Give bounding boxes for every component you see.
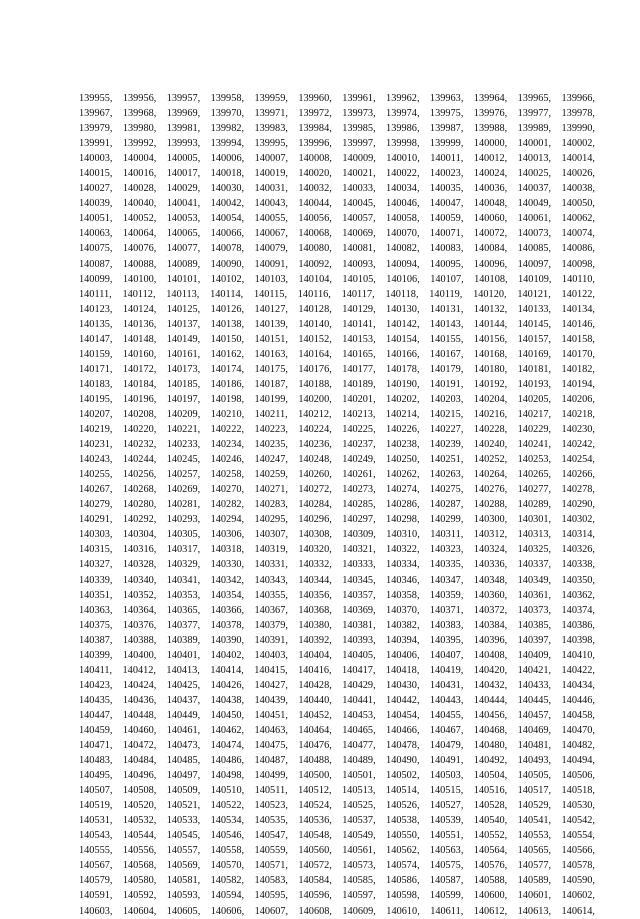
text-line: 140507, 140508, 140509, 140510, 140511, 140512, 140513, 140514, 140515, 140516, 140517, 140518, <box>79 785 595 797</box>
text-line: 140555, 140556, 140557, 140558, 140559, 140560, 140561, 140562, 140563, 140564, 140565, 140566, <box>79 845 595 857</box>
text-line: 140087, 140088, 140089, 140090, 140091, 140092, 140093, 140094, 140095, 140096, 140097, 140098, <box>79 258 595 270</box>
text-line: 140303, 140304, 140305, 140306, 140307, 140308, 140309, 140310, 140311, 140312, 140313, 140314, <box>79 529 595 541</box>
text-line: 140435, 140436, 140437, 140438, 140439, 140440, 140441, 140442, 140443, 140444, 140445, 140446, <box>79 694 595 706</box>
text-line: 140327, 140328, 140329, 140330, 140331, 140332, 140333, 140334, 140335, 140336, 140337, 140338, <box>79 559 595 571</box>
text-line: 140171, 140172, 140173, 140174, 140175, 140176, 140177, 140178, 140179, 140180, 140181, 140182, <box>79 363 595 375</box>
text-line: 140459, 140460, 140461, 140462, 140463, 140464, 140465, 140466, 140467, 140468, 140469, 140470, <box>79 724 595 736</box>
text-line: 139979, 139980, 139981, 139982, 139983, 139984, 139985, 139986, 139987, 139988, 139989, 139990, <box>79 123 595 135</box>
text-line: 139955, 139956, 139957, 139958, 139959, 139960, 139961, 139962, 139963, 139964, 139965, 139966, <box>79 93 595 104</box>
text-line: 140183, 140184, 140185, 140186, 140187, 140188, 140189, 140190, 140191, 140192, 140193, 140194, <box>79 378 595 390</box>
text-line: 140231, 140232, 140233, 140234, 140235, 140236, 140237, 140238, 140239, 140240, 140241, 140242, <box>79 439 595 451</box>
text-line: 140267, 140268, 140269, 140270, 140271, 140272, 140273, 140274, 140275, 140276, 140277, 140278, <box>79 484 595 496</box>
text-line: 140423, 140424, 140425, 140426, 140427, 140428, 140429, 140430, 140431, 140432, 140433, 140434, <box>79 679 595 691</box>
text-line: 140579, 140580, 140581, 140582, 140583, 140584, 140585, 140586, 140587, 140588, 140589, 140590, <box>79 875 595 887</box>
text-line: 140159, 140160, 140161, 140162, 140163, 140164, 140165, 140166, 140167, 140168, 140169, 140170, <box>79 348 595 360</box>
text-line: 140195, 140196, 140197, 140198, 140199, 140200, 140201, 140202, 140203, 140204, 140205, 140206, <box>79 393 595 405</box>
text-line: 140399, 140400, 140401, 140402, 140403, 140404, 140405, 140406, 140407, 140408, 140409, 140410, <box>79 649 595 661</box>
text-line: 140075, 140076, 140077, 140078, 140079, 140080, 140081, 140082, 140083, 140084, 140085, 140086, <box>79 243 595 255</box>
text-line: 140375, 140376, 140377, 140378, 140379, 140380, 140381, 140382, 140383, 140384, 140385, 140386, <box>79 619 595 631</box>
text-line: 140135, 140136, 140137, 140138, 140139, 140140, 140141, 140142, 140143, 140144, 140145, 140146, <box>79 318 595 330</box>
text-line: 140015, 140016, 140017, 140018, 140019, 140020, 140021, 140022, 140023, 140024, 140025, 140026, <box>79 168 595 180</box>
text-line: 140483, 140484, 140485, 140486, 140487, 140488, 140489, 140490, 140491, 140492, 140493, 140494, <box>79 755 595 767</box>
text-line: 140147, 140148, 140149, 140150, 140151, 140152, 140153, 140154, 140155, 140156, 140157, 140158, <box>79 333 595 345</box>
text-line: 140351, 140352, 140353, 140354, 140355, 140356, 140357, 140358, 140359, 140360, 140361, 140362, <box>79 589 595 601</box>
text-line: 140567, 140568, 140569, 140570, 140571, 140572, 140573, 140574, 140575, 140576, 140577, 140578, <box>79 860 595 872</box>
text-line: 140063, 140064, 140065, 140066, 140067, 140068, 140069, 140070, 140071, 140072, 140073, 140074, <box>79 228 595 240</box>
text-line: 140315, 140316, 140317, 140318, 140319, 140320, 140321, 140322, 140323, 140324, 140325, 140326, <box>79 544 595 556</box>
text-line: 140243, 140244, 140245, 140246, 140247, 140248, 140249, 140250, 140251, 140252, 140253, 140254, <box>79 454 595 466</box>
text-line: 139991, 139992, 139993, 139994, 139995, 139996, 139997, 139998, 139999, 140000, 140001, 140002, <box>79 138 595 150</box>
text-line: 140111, 140112, 140113, 140114, 140115, 140116, 140117, 140118, 140119, 140120, 140121, 140122, <box>79 288 595 300</box>
text-line: 140471, 140472, 140473, 140474, 140475, 140476, 140477, 140478, 140479, 140480, 140481, 140482, <box>79 740 595 752</box>
text-line: 140207, 140208, 140209, 140210, 140211, 140212, 140213, 140214, 140215, 140216, 140217, 140218, <box>79 408 595 420</box>
text-line: 140531, 140532, 140533, 140534, 140535, 140536, 140537, 140538, 140539, 140540, 140541, 140542, <box>79 815 595 827</box>
text-line: 139967, 139968, 139969, 139970, 139971, 139972, 139973, 139974, 139975, 139976, 139977, 139978, <box>79 108 595 120</box>
text-line: 140591, 140592, 140593, 140594, 140595, 140596, 140597, 140598, 140599, 140600, 140601, 140602, <box>79 890 595 902</box>
text-line: 140219, 140220, 140221, 140222, 140223, 140224, 140225, 140226, 140227, 140228, 140229, 140230, <box>79 424 595 436</box>
text-line: 140339, 140340, 140341, 140342, 140343, 140344, 140345, 140346, 140347, 140348, 140349, 140350, <box>79 574 595 586</box>
text-line: 140039, 140040, 140041, 140042, 140043, 140044, 140045, 140046, 140047, 140048, 140049, 140050, <box>79 198 595 210</box>
text-line: 140447, 140448, 140449, 140450, 140451, 140452, 140453, 140454, 140455, 140456, 140457, 140458, <box>79 709 595 721</box>
text-line: 140519, 140520, 140521, 140522, 140523, 140524, 140525, 140526, 140527, 140528, 140529, 140530, <box>79 800 595 812</box>
text-line: 140279, 140280, 140281, 140282, 140283, 140284, 140285, 140286, 140287, 140288, 140289, 140290, <box>79 499 595 511</box>
text-line: 140123, 140124, 140125, 140126, 140127, 140128, 140129, 140130, 140131, 140132, 140133, 140134, <box>79 303 595 315</box>
text-line: 140387, 140388, 140389, 140390, 140391, 140392, 140393, 140394, 140395, 140396, 140397, 140398, <box>79 634 595 646</box>
number-sequence-text <box>79 91 595 919</box>
text-line: 140255, 140256, 140257, 140258, 140259, 140260, 140261, 140262, 140263, 140264, 140265, 140266, <box>79 469 595 481</box>
text-line: 140495, 140496, 140497, 140498, 140499, 140500, 140501, 140502, 140503, 140504, 140505, 140506, <box>79 770 595 782</box>
text-line: 140603, 140604, 140605, 140606, 140607, 140608, 140609, 140610, 140611, 140612, 140613, 140614, <box>79 905 595 917</box>
text-line: 140543, 140544, 140545, 140546, 140547, 140548, 140549, 140550, 140551, 140552, 140553, 140554, <box>79 830 595 842</box>
text-line: 140363, 140364, 140365, 140366, 140367, 140368, 140369, 140370, 140371, 140372, 140373, 140374, <box>79 604 595 616</box>
text-line: 140003, 140004, 140005, 140006, 140007, 140008, 140009, 140010, 140011, 140012, 140013, 140014, <box>79 153 595 165</box>
text-line: 140291, 140292, 140293, 140294, 140295, 140296, 140297, 140298, 140299, 140300, 140301, 140302, <box>79 514 595 526</box>
text-line: 140051, 140052, 140053, 140054, 140055, 140056, 140057, 140058, 140059, 140060, 140061, 140062, <box>79 213 595 225</box>
text-line: 140027, 140028, 140029, 140030, 140031, 140032, 140033, 140034, 140035, 140036, 140037, 140038, <box>79 183 595 195</box>
text-line: 140411, 140412, 140413, 140414, 140415, 140416, 140417, 140418, 140419, 140420, 140421, 140422, <box>79 664 595 676</box>
text-line: 140099, 140100, 140101, 140102, 140103, 140104, 140105, 140106, 140107, 140108, 140109, 140110, <box>79 273 595 285</box>
